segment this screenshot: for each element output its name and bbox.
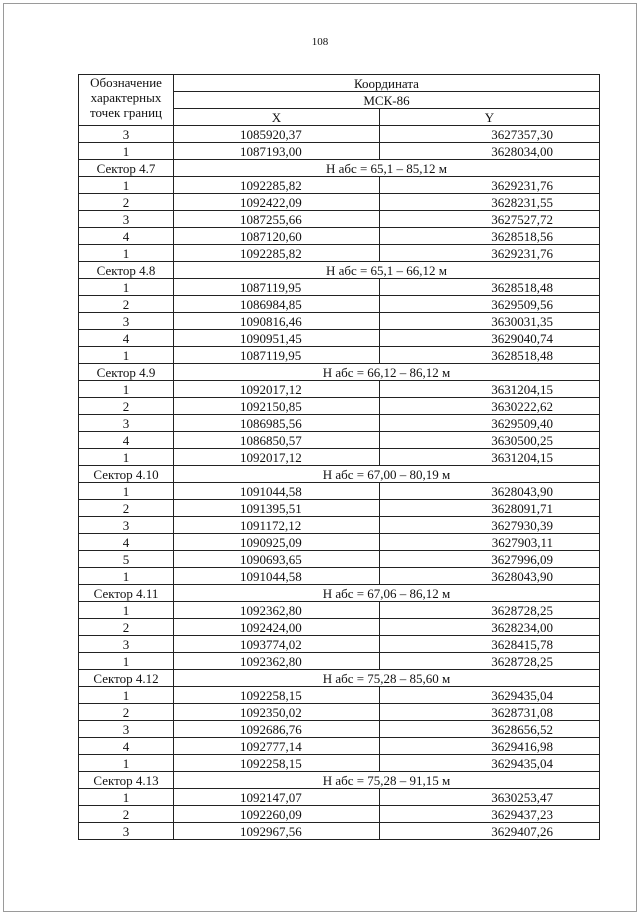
y-coordinate: 3629509,56 (380, 296, 600, 313)
y-coordinate: 3627930,39 (380, 517, 600, 534)
x-coordinate: 1093774,02 (174, 636, 380, 653)
table-row (79, 398, 600, 415)
sector-row (79, 262, 600, 279)
x-coordinate: 1091044,58 (174, 483, 380, 500)
x-coordinate: 1092147,07 (174, 789, 380, 806)
table-row (79, 823, 600, 840)
point-id: 2 (79, 500, 174, 517)
sector-name: Сектор 4.10 (79, 466, 174, 483)
table-row (79, 517, 600, 534)
table-row (79, 806, 600, 823)
table-row (79, 551, 600, 568)
x-coordinate: 1086984,85 (174, 296, 380, 313)
y-coordinate: 3628728,25 (380, 602, 600, 619)
y-coordinate: 3628234,00 (380, 619, 600, 636)
x-coordinate: 1085920,37 (174, 126, 380, 143)
table-row (79, 177, 600, 194)
table-row (79, 228, 600, 245)
point-id: 4 (79, 534, 174, 551)
point-id: 1 (79, 143, 174, 160)
point-id: 2 (79, 194, 174, 211)
sector-row (79, 670, 600, 687)
y-coordinate: 3628518,48 (380, 279, 600, 296)
x-coordinate: 1092777,14 (174, 738, 380, 755)
table-row (79, 330, 600, 347)
table-row (79, 126, 600, 143)
x-coordinate: 1087193,00 (174, 143, 380, 160)
sector-name: Сектор 4.9 (79, 364, 174, 381)
point-id: 1 (79, 755, 174, 772)
x-coordinate: 1091044,58 (174, 568, 380, 585)
sector-name: Сектор 4.7 (79, 160, 174, 177)
x-coordinate: 1092285,82 (174, 177, 380, 194)
point-id: 4 (79, 432, 174, 449)
x-coordinate: 1087119,95 (174, 347, 380, 364)
table-row (79, 619, 600, 636)
point-id: 1 (79, 279, 174, 296)
table-row (79, 721, 600, 738)
table-row (79, 211, 600, 228)
y-coordinate: 3629231,76 (380, 177, 600, 194)
sector-height-range: Н абс = 65,1 – 85,12 м (174, 160, 600, 177)
y-coordinate: 3629509,40 (380, 415, 600, 432)
y-coordinate: 3628415,78 (380, 636, 600, 653)
y-coordinate: 3627996,09 (380, 551, 600, 568)
header-line-1: Обозначение (90, 75, 162, 90)
table-row (79, 500, 600, 517)
y-coordinate: 3630222,62 (380, 398, 600, 415)
point-id: 1 (79, 602, 174, 619)
x-coordinate: 1092967,56 (174, 823, 380, 840)
point-id: 2 (79, 704, 174, 721)
x-coordinate: 1087120,60 (174, 228, 380, 245)
table-row (79, 194, 600, 211)
point-id: 1 (79, 245, 174, 262)
table-row (79, 296, 600, 313)
x-coordinate: 1092424,00 (174, 619, 380, 636)
y-coordinate: 3630031,35 (380, 313, 600, 330)
y-coordinate: 3627527,72 (380, 211, 600, 228)
y-coordinate: 3629435,04 (380, 755, 600, 772)
point-id: 3 (79, 721, 174, 738)
point-id: 3 (79, 517, 174, 534)
sector-height-range: Н абс = 75,28 – 85,60 м (174, 670, 600, 687)
table-row (79, 738, 600, 755)
point-id: 4 (79, 228, 174, 245)
table-row (79, 653, 600, 670)
header-line-2: характерных (90, 90, 162, 105)
point-id: 3 (79, 313, 174, 330)
x-coordinate: 1087119,95 (174, 279, 380, 296)
coordinate-header: Координата (174, 75, 600, 92)
table-row (79, 483, 600, 500)
point-id: 1 (79, 449, 174, 466)
y-coordinate: 3629231,76 (380, 245, 600, 262)
table-row (79, 568, 600, 585)
y-coordinate: 3629437,23 (380, 806, 600, 823)
sector-name: Сектор 4.8 (79, 262, 174, 279)
sector-height-range: Н абс = 66,12 – 86,12 м (174, 364, 600, 381)
point-designation-header (79, 75, 174, 126)
x-coordinate: 1091172,12 (174, 517, 380, 534)
sector-name: Сектор 4.13 (79, 772, 174, 789)
x-coordinate: 1092150,85 (174, 398, 380, 415)
header-line-3: точек границ (89, 105, 163, 120)
point-id: 3 (79, 636, 174, 653)
table-row (79, 789, 600, 806)
table-row (79, 279, 600, 296)
x-coordinate: 1091395,51 (174, 500, 380, 517)
point-id: 2 (79, 806, 174, 823)
x-coordinate: 1092285,82 (174, 245, 380, 262)
point-id: 1 (79, 483, 174, 500)
table-row (79, 381, 600, 398)
table-row (79, 143, 600, 160)
point-id: 3 (79, 211, 174, 228)
y-coordinate: 3628518,56 (380, 228, 600, 245)
table-row (79, 347, 600, 364)
point-id: 3 (79, 126, 174, 143)
table-row (79, 755, 600, 772)
x-coordinate: 1090951,45 (174, 330, 380, 347)
x-coordinate: 1090925,09 (174, 534, 380, 551)
table-row (79, 432, 600, 449)
x-coordinate: 1092362,80 (174, 602, 380, 619)
point-id: 1 (79, 177, 174, 194)
y-coordinate: 3627357,30 (380, 126, 600, 143)
table-row (79, 636, 600, 653)
y-coordinate: 3628231,55 (380, 194, 600, 211)
y-coordinate: 3628728,25 (380, 653, 600, 670)
sector-row (79, 466, 600, 483)
coordinate-system-header: МСК-86 (174, 92, 600, 109)
y-coordinate: 3628043,90 (380, 483, 600, 500)
sector-row (79, 160, 600, 177)
point-id: 5 (79, 551, 174, 568)
point-id: 3 (79, 823, 174, 840)
y-coordinate: 3628731,08 (380, 704, 600, 721)
table-row (79, 534, 600, 551)
x-coordinate: 1086985,56 (174, 415, 380, 432)
x-coordinate: 1092362,80 (174, 653, 380, 670)
x-coordinate: 1087255,66 (174, 211, 380, 228)
sector-row (79, 364, 600, 381)
y-coordinate: 3628518,48 (380, 347, 600, 364)
sector-height-range: Н абс = 67,00 – 80,19 м (174, 466, 600, 483)
point-id: 1 (79, 568, 174, 585)
x-coordinate: 1092422,09 (174, 194, 380, 211)
sector-row (79, 772, 600, 789)
table-row (79, 415, 600, 432)
y-coordinate: 3630253,47 (380, 789, 600, 806)
sector-height-range: Н абс = 75,28 – 91,15 м (174, 772, 600, 789)
x-coordinate: 1092350,02 (174, 704, 380, 721)
point-id: 1 (79, 789, 174, 806)
x-coordinate: 1092258,15 (174, 687, 380, 704)
x-coordinate: 1092258,15 (174, 755, 380, 772)
point-id: 4 (79, 330, 174, 347)
table-body (79, 126, 600, 840)
y-coordinate: 3628091,71 (380, 500, 600, 517)
sector-name: Сектор 4.12 (79, 670, 174, 687)
sector-name: Сектор 4.11 (79, 585, 174, 602)
y-coordinate: 3631204,15 (380, 449, 600, 466)
page-number: 108 (311, 36, 329, 48)
point-id: 1 (79, 381, 174, 398)
y-coordinate: 3631204,15 (380, 381, 600, 398)
y-column-header: Y (380, 109, 600, 126)
table-row (79, 449, 600, 466)
point-id: 2 (79, 619, 174, 636)
sector-row (79, 585, 600, 602)
y-coordinate: 3629407,26 (380, 823, 600, 840)
table-row (79, 687, 600, 704)
x-coordinate: 1090693,65 (174, 551, 380, 568)
x-column-header: X (174, 109, 380, 126)
table-row (79, 602, 600, 619)
x-coordinate: 1090816,46 (174, 313, 380, 330)
point-id: 3 (79, 415, 174, 432)
point-id: 4 (79, 738, 174, 755)
y-coordinate: 3629435,04 (380, 687, 600, 704)
sector-height-range: Н абс = 67,06 – 86,12 м (174, 585, 600, 602)
point-id: 1 (79, 687, 174, 704)
point-id: 2 (79, 398, 174, 415)
table-row (79, 704, 600, 721)
x-coordinate: 1092686,76 (174, 721, 380, 738)
table-row (79, 245, 600, 262)
sector-height-range: Н абс = 65,1 – 66,12 м (174, 262, 600, 279)
coordinates-table (78, 74, 600, 840)
x-coordinate: 1092260,09 (174, 806, 380, 823)
x-coordinate: 1092017,12 (174, 381, 380, 398)
y-coordinate: 3629040,74 (380, 330, 600, 347)
y-coordinate: 3628043,90 (380, 568, 600, 585)
point-id: 2 (79, 296, 174, 313)
point-id: 1 (79, 347, 174, 364)
y-coordinate: 3628656,52 (380, 721, 600, 738)
y-coordinate: 3628034,00 (380, 143, 600, 160)
y-coordinate: 3630500,25 (380, 432, 600, 449)
y-coordinate: 3629416,98 (380, 738, 600, 755)
point-id: 1 (79, 653, 174, 670)
table-row (79, 313, 600, 330)
x-coordinate: 1092017,12 (174, 449, 380, 466)
y-coordinate: 3627903,11 (380, 534, 600, 551)
x-coordinate: 1086850,57 (174, 432, 380, 449)
